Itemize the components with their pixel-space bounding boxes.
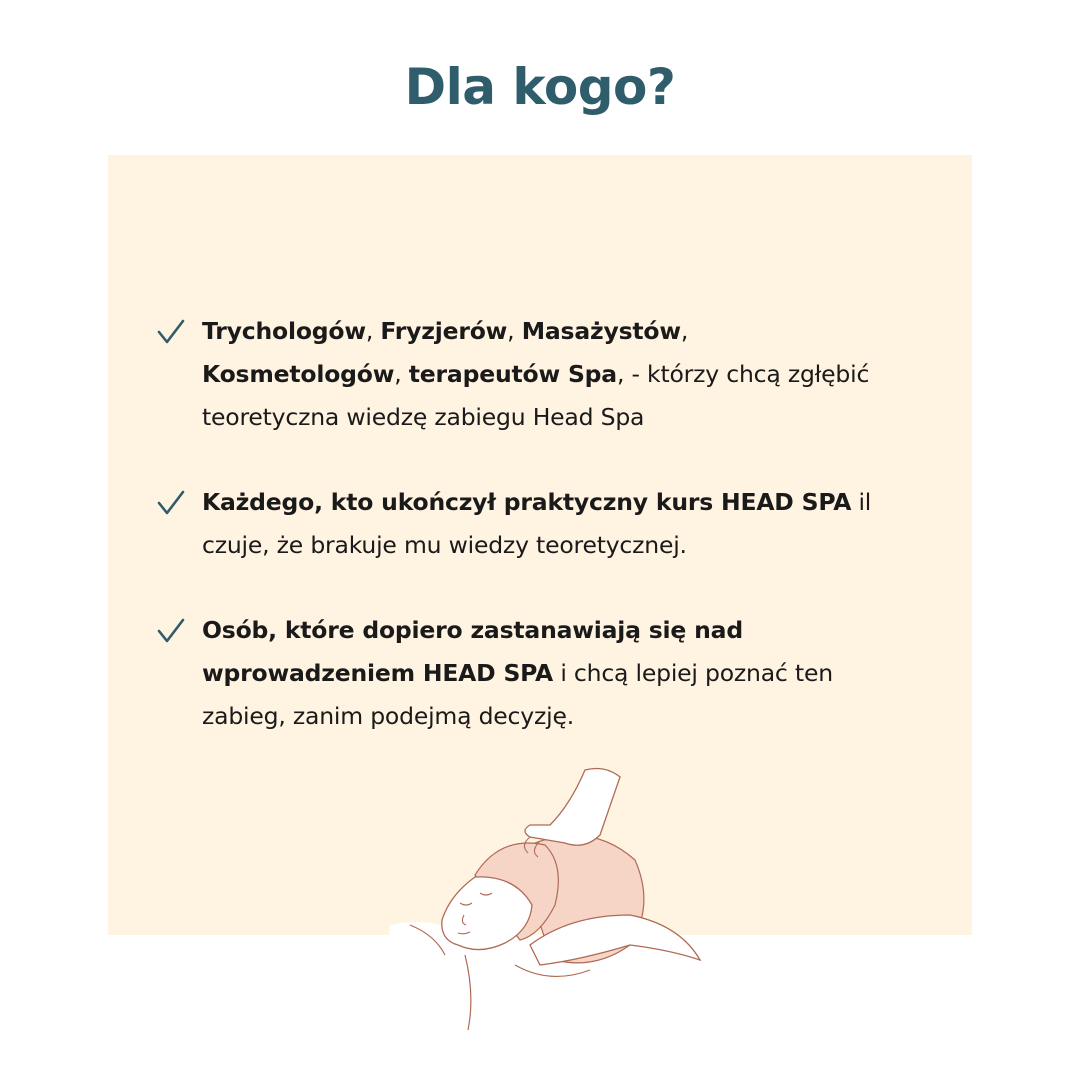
list-item-text: Trychologów, Fryzjerów, Masażystów, Kosmetologów, terapeutów Spa, - którzy chcą zgłębić teoretyczna wiedzę zabiegu Head Spa [202,317,870,431]
page-title: Dla kogo? [404,58,676,116]
list-item-text: Każdego, kto ukończył praktyczny kurs HEAD SPA il czuje, że brakuje mu wiedzy teoretycznej. [202,488,872,559]
audience-list [150,310,910,780]
check-icon [156,489,186,517]
check-icon [156,318,186,346]
list-item [150,481,910,567]
list-item [150,310,910,439]
head-massage-illustration [380,765,710,1035]
list-item-text: Osób, które dopiero zastanawiają się nad wprowadzeniem HEAD SPA i chcą lepiej poznać ten zabieg, zanim podejmą decyzję. [202,616,833,730]
check-icon [156,617,186,645]
list-item [150,609,910,738]
